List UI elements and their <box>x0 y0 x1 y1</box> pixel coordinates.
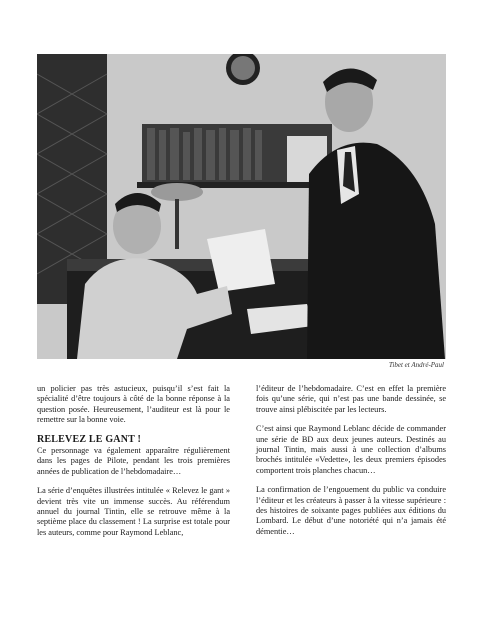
left-paragraph-2: Ce personnage va également apparaître régulièrement dans les pages de Pilote, pendant les trois premières années de publication de l’hebdomadaire… <box>37 446 230 476</box>
right-paragraph-1: l’éditeur de l’hebdomadaire. C’est en effet la première fois qu’une série, qui n’est pas une bande dessinée, se trouve ainsi plébiscitée par les lecteurs. <box>256 384 446 414</box>
photo-caption: Tibet et André-Paul <box>388 361 444 369</box>
left-text-column <box>37 384 230 547</box>
right-text-column <box>256 384 446 546</box>
right-paragraph-3: La confirmation de l’engouement du public va conduire l’éditeur et les créateurs à passer à la vitesse supérieure : des histoires de soixante pages publiées aux éditions du Lombard. Le début d’une notoriété qui n’a jamais été démentie… <box>256 485 446 536</box>
left-paragraph-3: La série d’enquêtes illustrées intitulée « Relevez le gant » devient très vite un immense succès. Au référendum annuel du journal Tintin, elle se retrouve même à la septième place du classement ! La surprise est totale pour les auteurs, comme pour Raymond Leblanc, <box>37 486 230 537</box>
photograph-tibet-and-andre-paul <box>37 54 446 359</box>
left-paragraph-1: un policier pas très astucieux, puisqu’il s’est fait la spécialité d’être toujours à côté de la bonne réponse à la question posée. Heureusement, l’auditeur est là pour le remettre sur la bonne voie. <box>37 384 230 425</box>
right-paragraph-2: C’est ainsi que Raymond Leblanc décide de commander une série de BD aux deux jeunes auteurs. Destinés au journal Tintin, mais aussi à une collection d’albums brochés intitulée «Vedette», les deux premiers épisodes comportent trois planches chacun… <box>256 424 446 475</box>
section-heading: RELEVEZ LE GANT ! <box>37 433 142 445</box>
